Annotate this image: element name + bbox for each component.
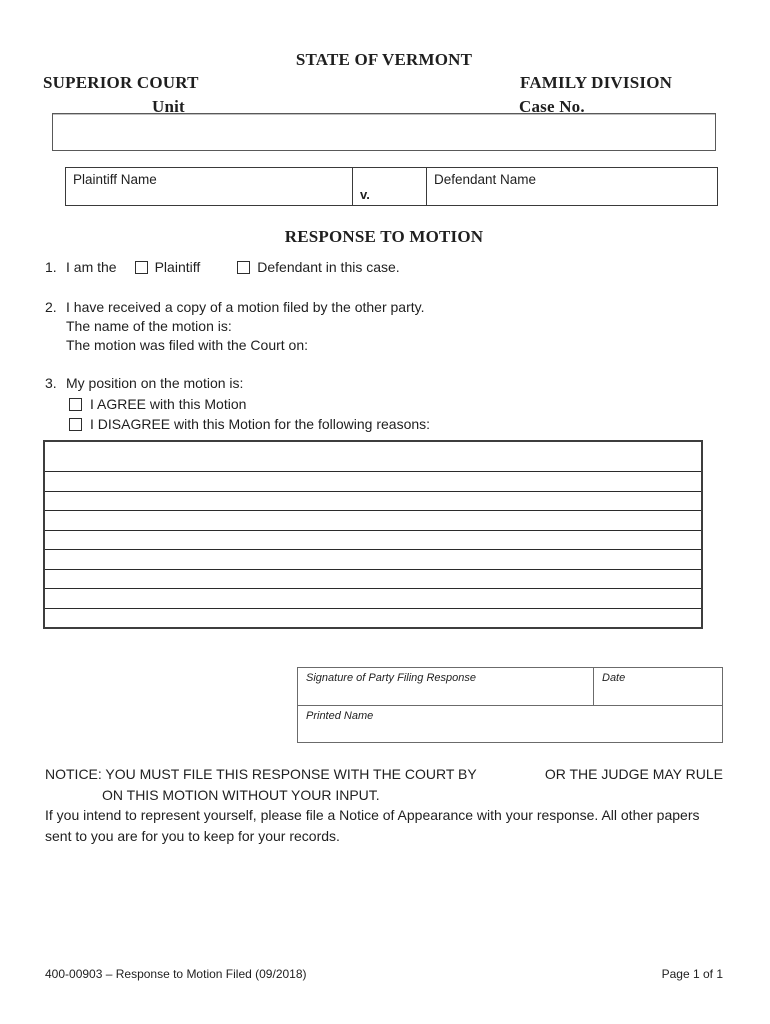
reasons-line[interactable] [45,471,701,491]
item-2-number: 2. [45,299,57,316]
item-3-number: 3. [45,375,57,392]
date-label: Date [602,672,626,685]
reasons-line[interactable] [45,510,701,530]
notice-line1-right: OR THE JUDGE MAY RULE [544,766,723,783]
item-1-number: 1. [45,259,57,275]
notice-para-line1: If you intend to represent yourself, please file a Notice of Appearance with your response. All other papers [45,807,700,824]
reasons-line[interactable] [45,608,701,628]
page-footer [45,966,723,982]
item-2-line3: The motion was filed with the Court on: [66,337,309,354]
notice-section [45,764,723,846]
signature-label: Signature of Party Filing Response [306,672,476,685]
reasons-line[interactable] [45,569,701,589]
reasons-box[interactable] [43,440,703,629]
reasons-line[interactable] [45,530,701,550]
defendant-option-label: Defendant in this case. [257,259,400,275]
item-1 [45,258,723,277]
reasons-line[interactable] [45,549,701,569]
case-no-label: Case No. [519,97,585,116]
form-title: RESPONSE TO MOTION [284,227,484,246]
notice-line2: ON THIS MOTION WITHOUT YOUR INPUT. [102,786,380,803]
item-2-line2: The name of the motion is: [66,318,232,335]
reasons-line[interactable] [45,588,701,608]
agree-label: I AGREE with this Motion [90,395,247,412]
reasons-line[interactable] [45,491,701,511]
unit-label: Unit [152,97,185,116]
page-number: Page 1 of 1 [661,967,723,981]
form-number: 400-00903 – Response to Motion Filed (09/2018) [45,967,307,981]
state-heading: STATE OF VERMONT [295,50,473,69]
court-division-row [43,71,723,92]
family-division-label: FAMILY DIVISION [520,73,673,92]
defendant-checkbox[interactable] [237,261,250,274]
plaintiff-checkbox[interactable] [135,261,148,274]
item-3 [45,374,723,434]
plaintiff-name-label: Plaintiff Name [73,172,157,187]
disagree-checkbox[interactable] [69,418,82,431]
caption-table [65,167,718,206]
unit-caseno-row [45,95,723,116]
printed-name-label: Printed Name [306,710,374,723]
reasons-line[interactable] [45,442,701,471]
versus-label: v. [360,187,370,203]
defendant-name-label: Defendant Name [434,172,537,187]
notice-para-line2: sent to you are for you to keep for your records. [45,827,340,844]
signature-cell[interactable] [298,668,594,705]
superior-court-label: SUPERIOR COURT [43,73,199,92]
signature-table [297,667,723,743]
item-3-text: My position on the motion is: [66,375,244,392]
agree-checkbox[interactable] [69,398,82,411]
item-2-line1: I have received a copy of a motion filed by the other party. [66,299,425,316]
item-2 [45,298,723,355]
unit-caseno-fill-box[interactable] [52,113,716,151]
plaintiff-name-cell[interactable] [66,168,353,205]
plaintiff-option-label: Plaintiff [154,259,201,275]
notice-line1-left: NOTICE: YOU MUST FILE THIS RESPONSE WITH THE COURT BY [45,766,477,783]
court-by-date-blank[interactable] [477,764,545,785]
defendant-name-cell[interactable] [427,168,717,205]
versus-cell [353,168,427,205]
disagree-label: I DISAGREE with this Motion for the following reasons: [90,415,431,432]
date-cell[interactable] [594,668,722,705]
item-1-text: I am the [66,259,117,275]
printed-name-cell[interactable] [298,706,722,742]
